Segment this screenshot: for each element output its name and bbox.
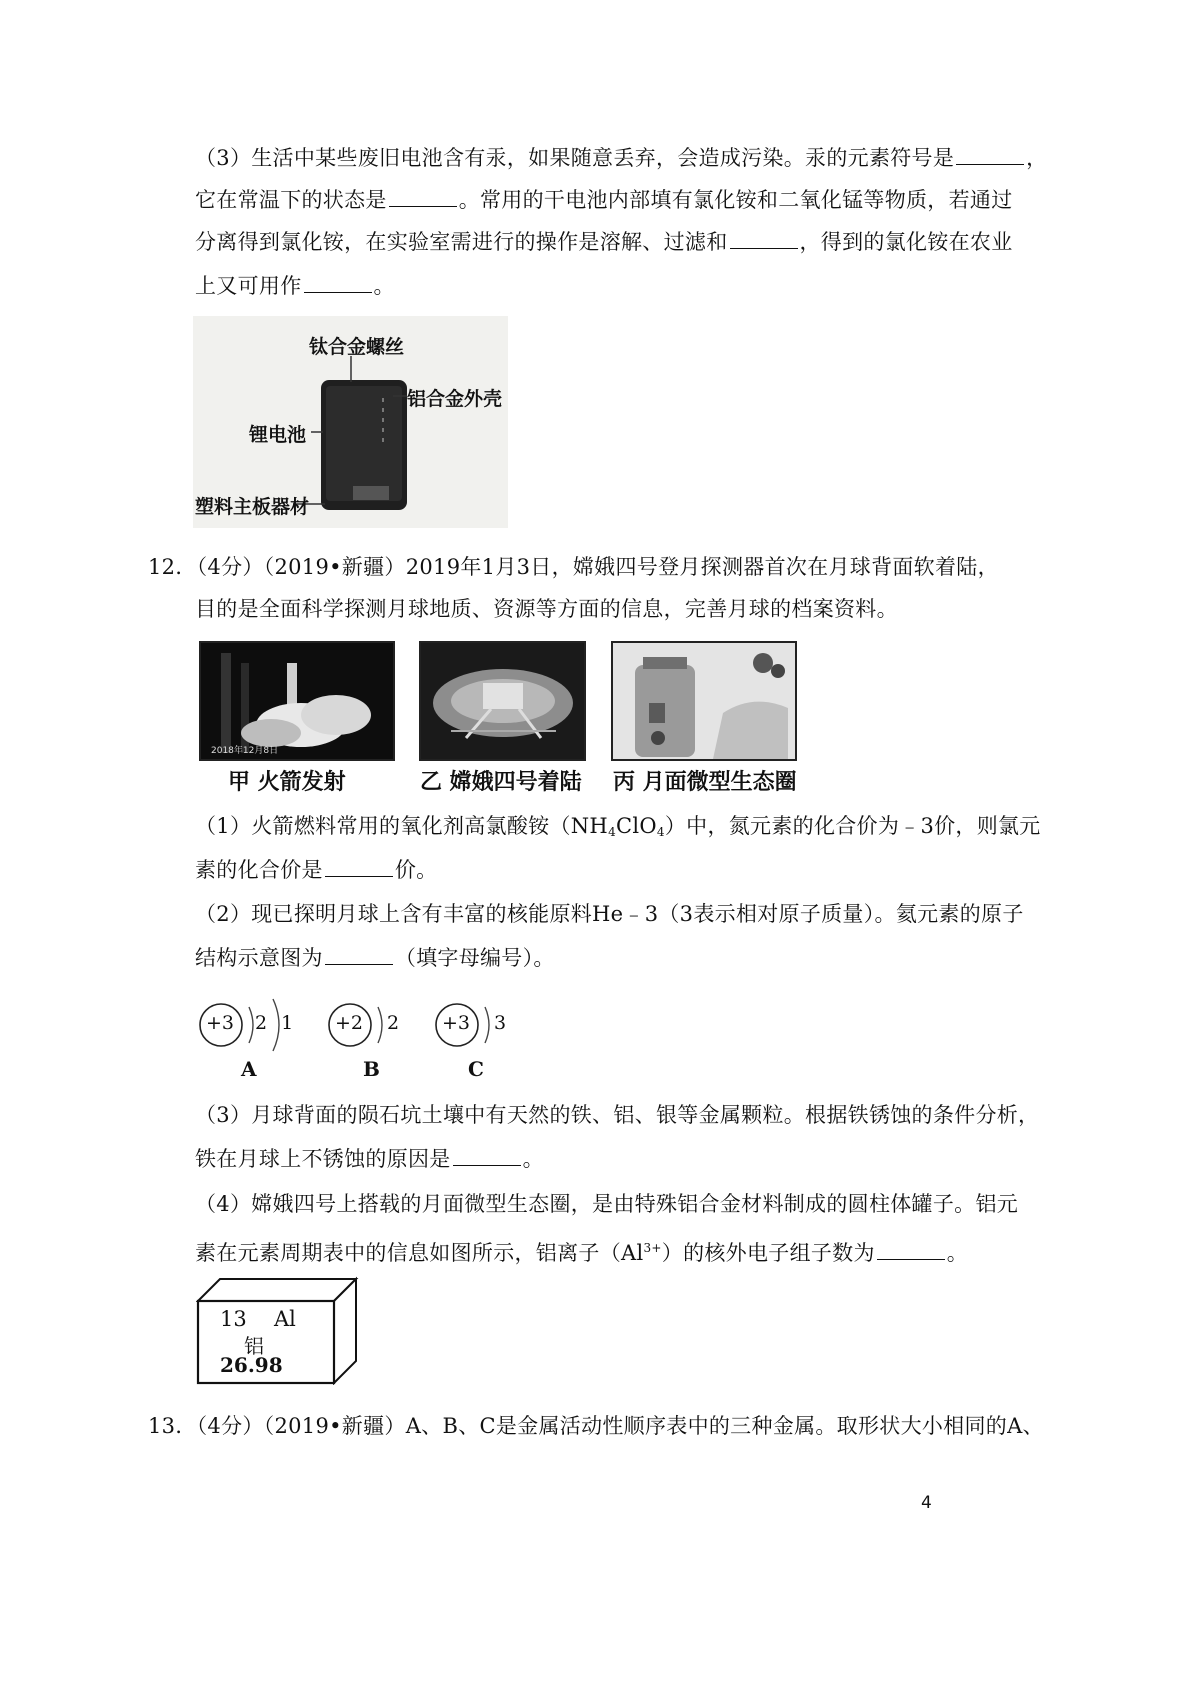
text: 素的化合价是 — [195, 858, 323, 882]
atom-b-shells: 2 — [387, 1012, 400, 1034]
q12-p4-line2 — [195, 1234, 968, 1267]
landing-image — [421, 643, 584, 759]
q11-p3-line4 — [195, 272, 395, 300]
date-stamp: 2018年12月8日 — [211, 746, 279, 756]
q12-p2-line1: （2）现已探明月球上含有丰富的核能原料He﹣3（3表示相对原子质量）。氦元素的原子 — [195, 902, 1024, 926]
caption-ecosphere: 丙 月面微型生态圈 — [613, 770, 797, 795]
photo-ecosphere — [611, 641, 797, 761]
atom-b-nucleus: +2 — [335, 1012, 364, 1034]
q12-p1-line2 — [195, 856, 437, 884]
q12-p4-line1: （4）嫦娥四号上搭载的月面微型生态圈，是由特殊铝合金材料制成的圆柱体罐子。铝元 — [195, 1192, 1019, 1216]
answer-blank[interactable] — [389, 186, 457, 207]
atom-c-label: C — [468, 1057, 484, 1081]
q12-stem-line2: 目的是全面科学探测月球地质、资源等方面的信息，完善月球的档案资料。 — [195, 597, 898, 621]
photo-landing — [419, 641, 586, 761]
answer-blank[interactable] — [325, 856, 393, 877]
caption-rocket: 甲 火箭发射 — [228, 770, 346, 795]
text: ）的核外电子组子数为 — [661, 1241, 875, 1265]
label-screw: 钛合金螺丝 — [309, 336, 405, 358]
photo-rocket-launch — [199, 641, 395, 761]
label-shell: 铝合金外壳 — [407, 388, 503, 410]
caption-landing: 乙 嫦娥四号着陆 — [420, 770, 582, 795]
label-battery: 锂电池 — [249, 424, 307, 446]
phone-board — [353, 486, 389, 500]
q12-stem-line1: 12．（4分）（2019•新疆）2019年1月3日，嫦娥四号登月探测器首次在月球背面软着陆， — [148, 555, 999, 579]
superscript: 3+ — [643, 1241, 662, 1255]
q12-p3-line1: （3）月球背面的陨石坑土壤中有天然的铁、铝、银等金属颗粒。根据铁锈蚀的条件分析， — [195, 1103, 1040, 1127]
q12-p2-line2 — [195, 944, 555, 972]
text: ，得到的氯化铵在农业 — [799, 230, 1013, 254]
q12-p3-line2 — [195, 1145, 544, 1173]
text: ）中，氮元素的化合价为﹣3价，则氯元 — [664, 814, 1041, 838]
q11-p3-line1 — [195, 144, 1047, 172]
text: 铁在月球上不锈蚀的原因是 — [195, 1147, 451, 1171]
text: 素在元素周期表中的信息如图所示，铝离子（Al — [195, 1241, 644, 1265]
text: 分离得到氯化铵，在实验室需进行的操作是溶解、过滤和 — [195, 230, 728, 254]
q11-p3-line2 — [195, 186, 1013, 214]
page-number: 4 — [921, 1493, 932, 1513]
phone-figure — [193, 316, 508, 528]
text: 。 — [373, 274, 395, 298]
atom-diagrams — [195, 995, 535, 1085]
text: （填字母编号）。 — [394, 946, 555, 970]
element-mass: 26.98 — [220, 1353, 283, 1377]
answer-blank[interactable] — [956, 144, 1024, 165]
text: （1）火箭燃料常用的氧化剂高氯酸铵（NH — [195, 814, 609, 838]
atom-a-shells: 2 1 — [255, 1012, 294, 1034]
rocket-image — [201, 643, 393, 759]
answer-blank[interactable] — [304, 272, 372, 293]
text: 。 — [522, 1147, 544, 1171]
text: ， — [1026, 146, 1048, 170]
element-symbol: Al — [274, 1307, 296, 1331]
atom-shells — [195, 995, 535, 1055]
element-number: 13 — [220, 1307, 247, 1331]
atom-a-label: A — [241, 1057, 257, 1081]
atom-c-shells: 3 — [494, 1012, 507, 1034]
ecosphere-image — [613, 643, 795, 759]
q13-stem-line1: 13．（4分）（2019•新疆）A、B、C是金属活动性顺序表中的三种金属。取形状大小相同的A、 — [148, 1414, 1044, 1438]
element-name: 铝 — [244, 1334, 264, 1358]
text: 它在常温下的状态是 — [195, 188, 387, 212]
answer-blank[interactable] — [453, 1145, 521, 1166]
q12-p1-line1 — [195, 812, 1041, 846]
text: 结构示意图为 — [195, 946, 323, 970]
text: 。常用的干电池内部填有氯化铵和二氧化锰等物质，若通过 — [458, 188, 1013, 212]
element-cell-aluminum — [196, 1275, 364, 1385]
text: 。 — [946, 1241, 969, 1265]
text: ClO — [616, 814, 657, 838]
label-board: 塑料主板器材 — [195, 496, 310, 518]
answer-blank[interactable] — [730, 228, 798, 249]
phone-screen — [326, 386, 402, 501]
text: （3）生活中某些废旧电池含有汞，如果随意丢弃，会造成污染。汞的元素符号是 — [195, 146, 955, 170]
answer-blank[interactable] — [877, 1239, 945, 1260]
q11-p3-line3 — [195, 228, 1013, 256]
atom-a-nucleus: +3 — [206, 1012, 235, 1034]
text: 价。 — [394, 858, 438, 882]
atom-c-nucleus: +3 — [442, 1012, 471, 1034]
text: 上又可用作 — [195, 274, 302, 298]
answer-blank[interactable] — [325, 944, 393, 965]
subscript: 4 — [608, 825, 616, 839]
atom-b-label: B — [363, 1057, 380, 1081]
subscript: 4 — [656, 825, 665, 839]
